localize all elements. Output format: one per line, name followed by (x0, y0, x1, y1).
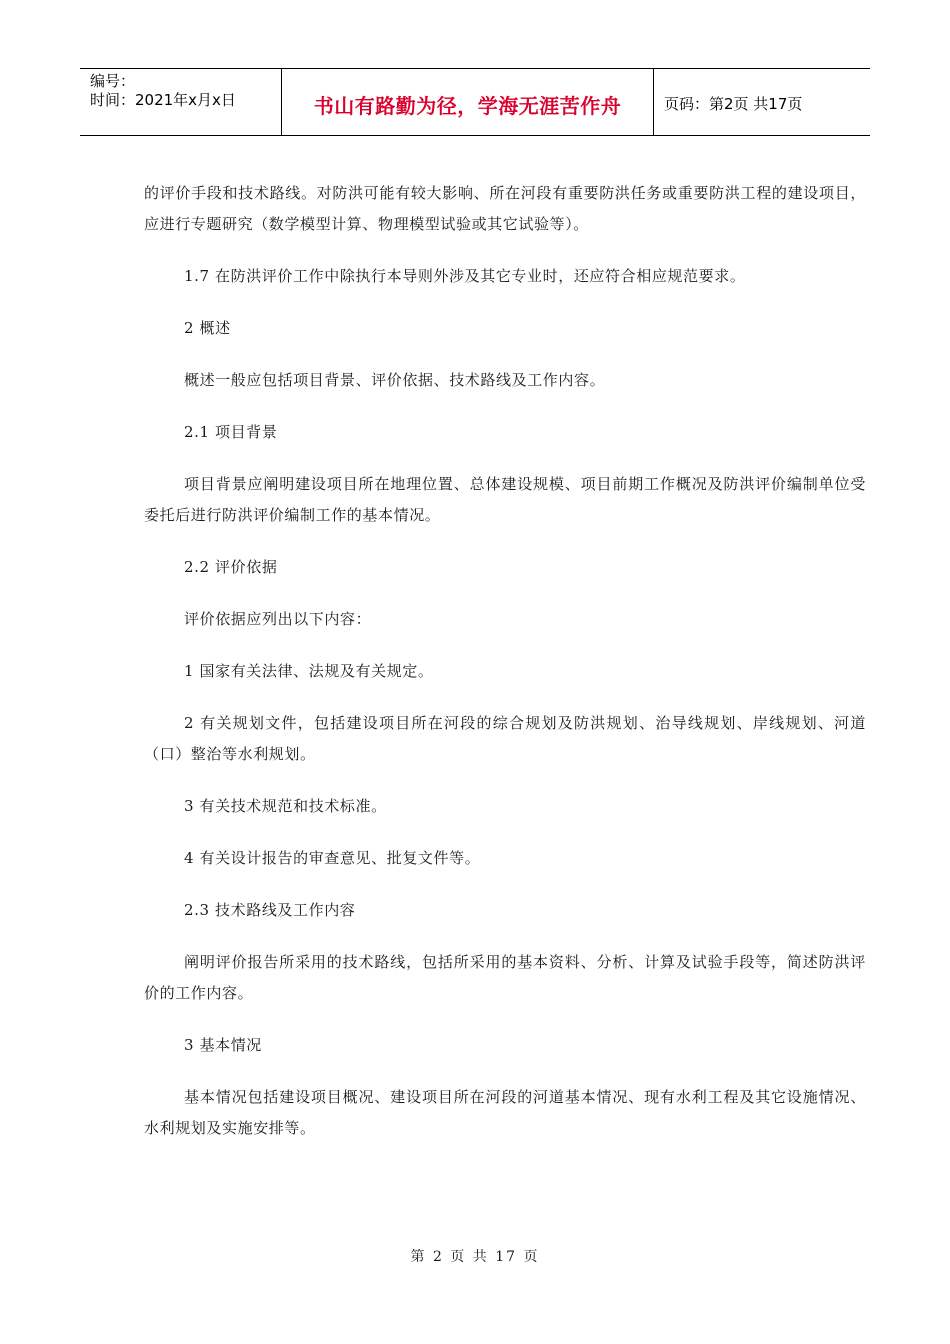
section-heading-3: 3 基本情况 (184, 1036, 262, 1054)
paragraph: 阐明评价报告所采用的技术路线，包括所采用的基本资料、分析、计算及试验手段等，简述防洪评价的工作内容。 (144, 953, 866, 1002)
page-label: 页码：第2页 共17页 (664, 94, 803, 113)
clause-1-7: 1.7 在防洪评价工作中除执行本导则外涉及其它专业时，还应符合相应规范要求。 (184, 267, 746, 285)
header-motto-cell (282, 69, 654, 135)
time-label: 时间：2021年x月x日 (90, 91, 236, 109)
list-item: 4 有关设计报告的审查意见、批复文件等。 (184, 849, 481, 867)
list-item: 2 有关规划文件，包括建设项目所在河段的综合规划及防洪规划、治导线规划、岸线规划、河道（口）整治等水利规划。 (144, 714, 866, 763)
paragraph: 概述一般应包括项目背景、评价依据、技术路线及工作内容。 (184, 371, 606, 389)
header-meta-cell (80, 69, 282, 135)
paragraph: 基本情况包括建设项目概况、建设项目所在河段的河道基本情况、现有水利工程及其它设施情况、水利规划及实施安排等。 (144, 1088, 866, 1137)
paragraph: 评价依据应列出以下内容： (184, 610, 372, 628)
section-heading-2-1: 2.1 项目背景 (184, 423, 278, 441)
section-heading-2: 2 概述 (184, 319, 231, 337)
section-heading-2-3: 2.3 技术路线及工作内容 (184, 901, 356, 919)
header-page-cell (654, 69, 870, 135)
paragraph: 项目背景应阐明建设项目所在地理位置、总体建设规模、项目前期工作概况及防洪评价编制单位受委托后进行防洪评价编制工作的基本情况。 (144, 475, 866, 524)
document-header (80, 68, 870, 136)
motto-text: 书山有路勤为径，学海无涯苦作舟 (313, 93, 622, 118)
section-heading-2-2: 2.2 评价依据 (184, 558, 278, 576)
list-item: 1 国家有关法律、法规及有关规定。 (184, 662, 434, 680)
number-label: 编号： (90, 72, 136, 90)
paragraph: 的评价手段和技术路线。对防洪可能有较大影响、所在河段有重要防洪任务或重要防洪工程的建设项目，应进行专题研究（数学模型计算、物理模型试验或其它试验等）。 (144, 184, 866, 233)
list-item: 3 有关技术规范和技术标准。 (184, 797, 387, 815)
page-footer: 第 2 页 共 17 页 (410, 1249, 540, 1265)
document-body (144, 178, 866, 1165)
